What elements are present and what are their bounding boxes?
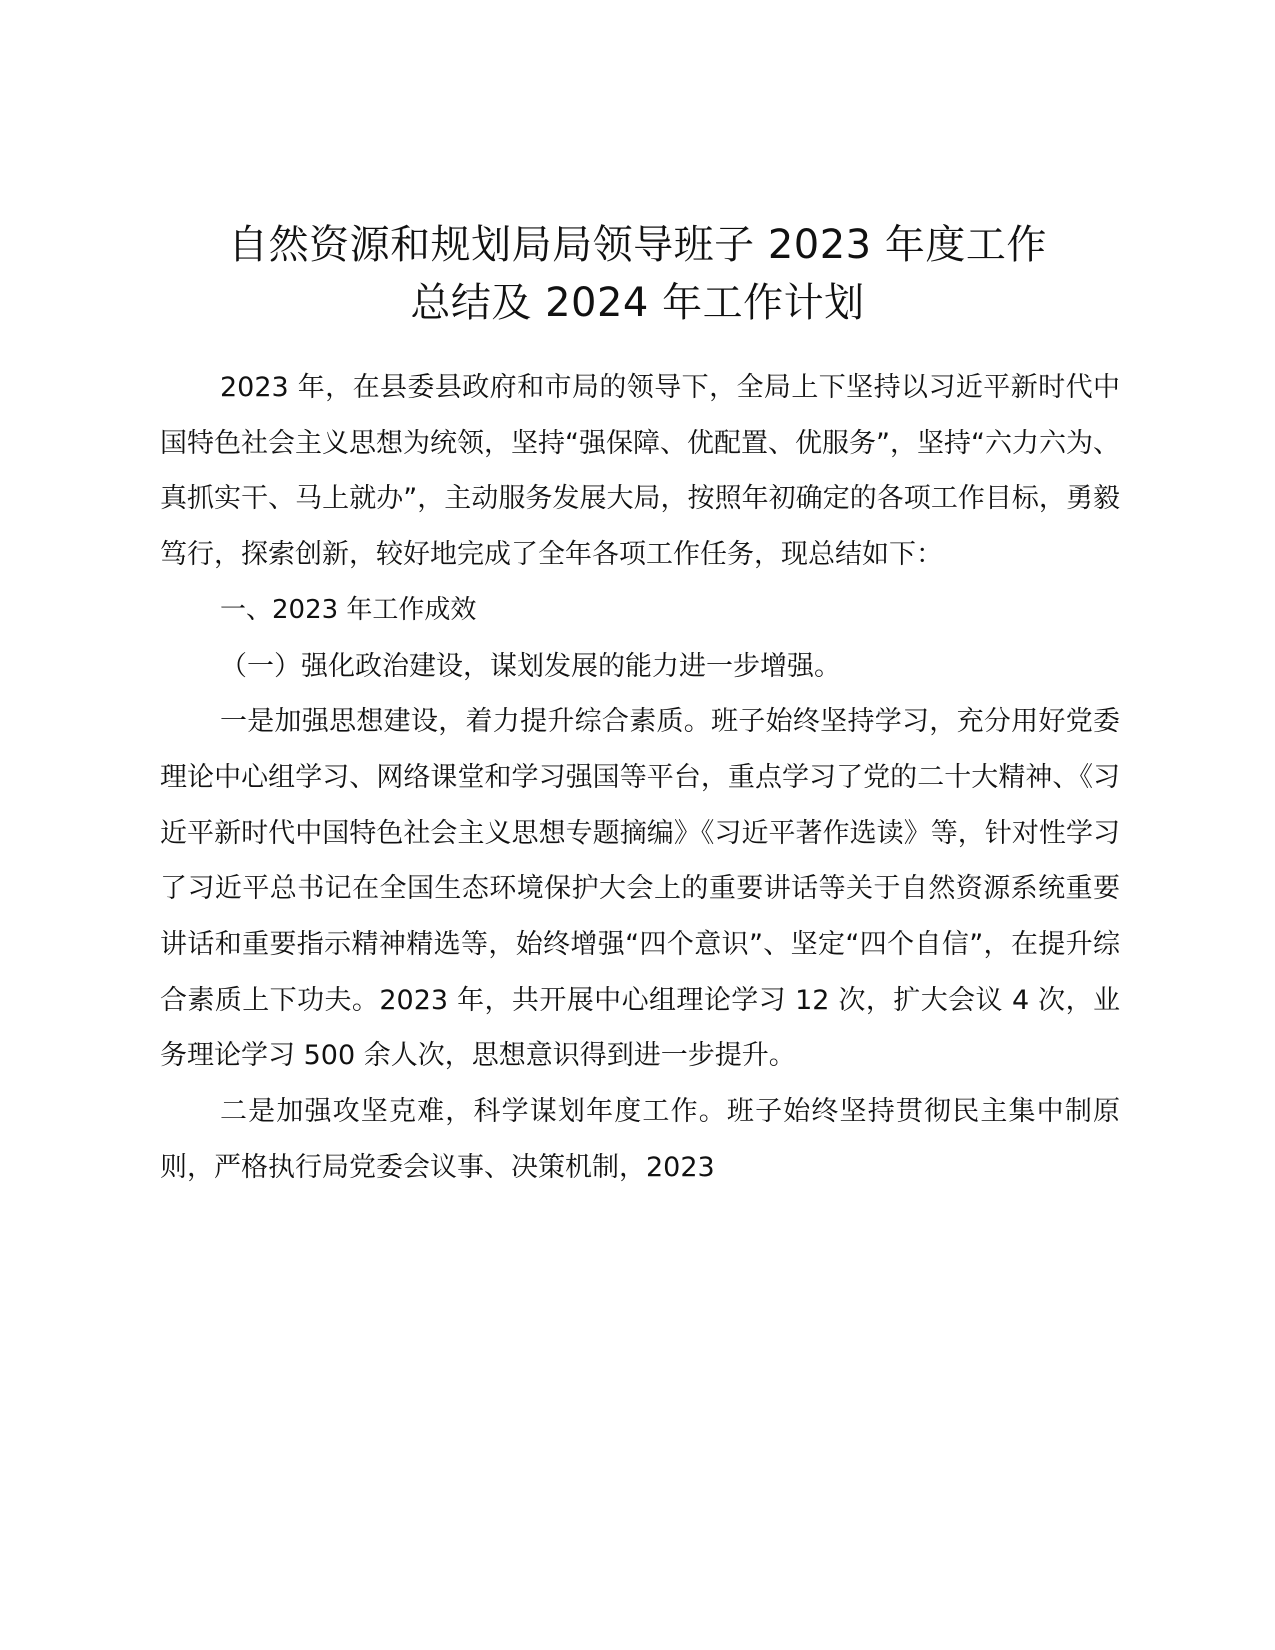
- section-heading: 一、2023 年工作成效: [220, 594, 477, 625]
- title-line-2: 总结及 2024 年工作计划: [410, 280, 865, 326]
- title-line-1: 自然资源和规划局局领导班子 2023 年度工作: [228, 222, 1047, 268]
- document-body: [160, 360, 1120, 1196]
- subsection-heading: （一）强化政治建设，谋划发展的能力进一步增强。: [220, 650, 841, 682]
- body-paragraph: 一是加强思想建设，着力提升综合素质。班子始终坚持学习，充分用好党委理论中心组学习、网络课堂和学习强国等平台，重点学习了党的二十大精神、《习近平新时代中国特色社会主义思想专题摘编》《习近平著作选读》等，针对性学习了习近平总书记在全国生态环境保护大会上的重要讲话等关于自然资源系统重要讲话和重要指示精神精选等，始终增强“四个意识”、坚定“四个自信”，在提升综合素质上下功夫。2023 年，共开展中心组理论学习 12 次，扩大会议 4 次，业务理论学习 500 余人次，思想意识得到进一步提升。: [160, 706, 1120, 1072]
- body-paragraph: 二是加强攻坚克难，科学谋划年度工作。班子始终坚持贯彻民主集中制原则，严格执行局党委会议事、决策机制，2023: [160, 1096, 1120, 1183]
- intro-paragraph: 2023 年，在县委县政府和市局的领导下，全局上下坚持以习近平新时代中国特色社会主义思想为统领，坚持“强保障、优配置、优服务”，坚持“六力六为、真抓实干、马上就办”，主动服务发展大局，按照年初确定的各项工作目标，勇毅笃行，探索创新，较好地完成了全年各项工作任务，现总结如下：: [160, 372, 1120, 571]
- document-title: [150, 216, 1125, 332]
